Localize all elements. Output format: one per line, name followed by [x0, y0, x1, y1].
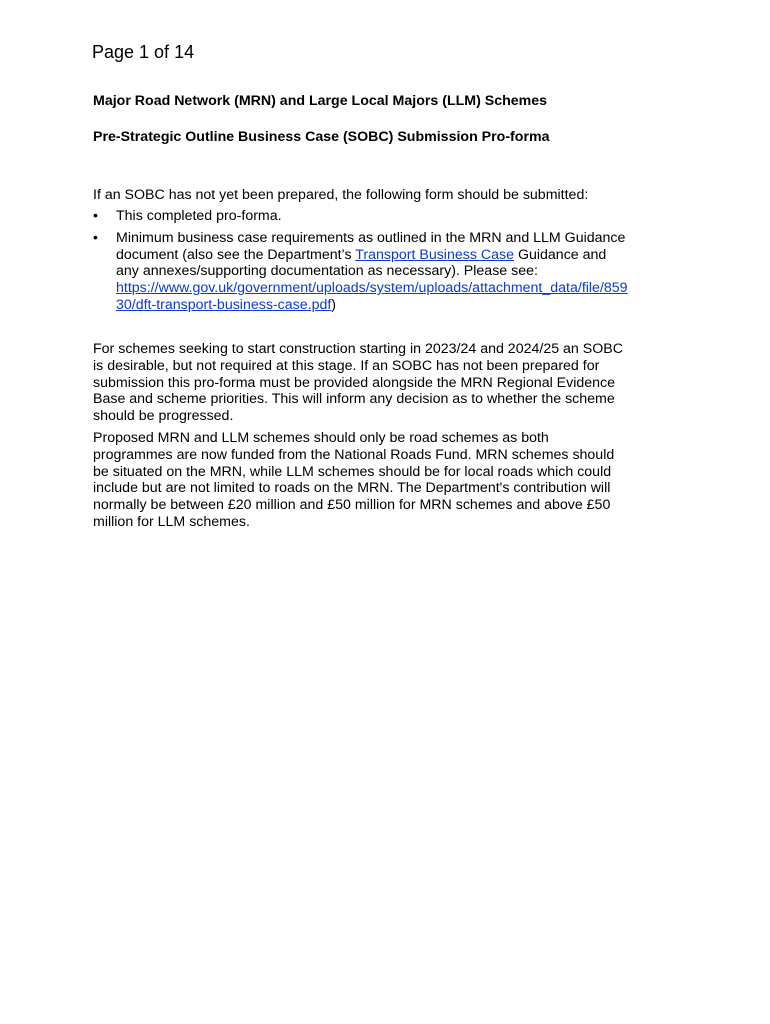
- bullet-text: This completed pro-forma.: [116, 208, 282, 224]
- transport-business-case-link[interactable]: Transport Business Case: [355, 246, 514, 263]
- paragraph-line: should be progressed.: [93, 408, 234, 425]
- bullet-text-fragment: document (also see the Department’s: [116, 246, 356, 263]
- business-case-url-link[interactable]: [116, 280, 693, 297]
- paragraph-construction: [93, 341, 693, 425]
- url-line[interactable]: https://www.gov.uk/government/uploads/system/uploads/attachment_data/file/859: [116, 280, 628, 297]
- paragraph-line: submission this pro-forma must be provided alongside the MRN Regional Evidence: [93, 374, 616, 391]
- paragraph-line: normally be between £20 million and £50 million for MRN schemes and above £50: [93, 497, 611, 514]
- page-indicator: Page 1 of 14: [92, 42, 195, 62]
- paragraph-funding: [93, 430, 693, 531]
- paragraph-line: be situated on the MRN, while LLM schemes should be for local roads which could: [93, 463, 612, 480]
- paragraph-line: Base and scheme priorities. This will inform any decision as to whether the scheme: [93, 391, 615, 408]
- bullet-line: [116, 247, 693, 264]
- paragraph-line: Proposed MRN and LLM schemes should only be road schemes as both: [93, 430, 549, 446]
- main-title: Major Road Network (MRN) and Large Local Majors (LLM) Schemes: [93, 93, 548, 109]
- list-item: [93, 230, 693, 314]
- paragraph-line: million for LLM schemes.: [93, 513, 250, 530]
- paragraph-line: For schemes seeking to start construction starting in 2023/24 and 2024/25 an SOBC: [93, 341, 623, 357]
- closing-paren: ): [331, 296, 337, 313]
- business-case-url-link-continued[interactable]: 30/dft-transport-business-case.pdf: [116, 296, 332, 313]
- bullet-line: any annexes/supporting documentation as necessary). Please see:: [116, 263, 538, 280]
- bullet-text-fragment: Guidance and: [514, 246, 607, 263]
- bullet-line: Minimum business case requirements as outlined in the MRN and LLM Guidance: [116, 229, 626, 246]
- paragraph-line: is desirable, but not required at this stage. If an SOBC has not been prepared for: [93, 357, 600, 374]
- intro-text: If an SOBC has not yet been prepared, the following form should be submitted:: [93, 187, 589, 203]
- sub-title: Pre-Strategic Outline Business Case (SOBC) Submission Pro-forma: [93, 129, 550, 145]
- bullet-line: [116, 297, 693, 314]
- list-item: [93, 208, 693, 225]
- paragraph-line: include but are not limited to roads on the MRN. The Department's contribution will: [93, 480, 611, 497]
- paragraph-line: programmes are now funded from the National Roads Fund. MRN schemes should: [93, 446, 615, 463]
- bullet-icon: •: [93, 229, 98, 246]
- bullet-icon: •: [93, 208, 98, 224]
- requirements-list: [93, 208, 693, 319]
